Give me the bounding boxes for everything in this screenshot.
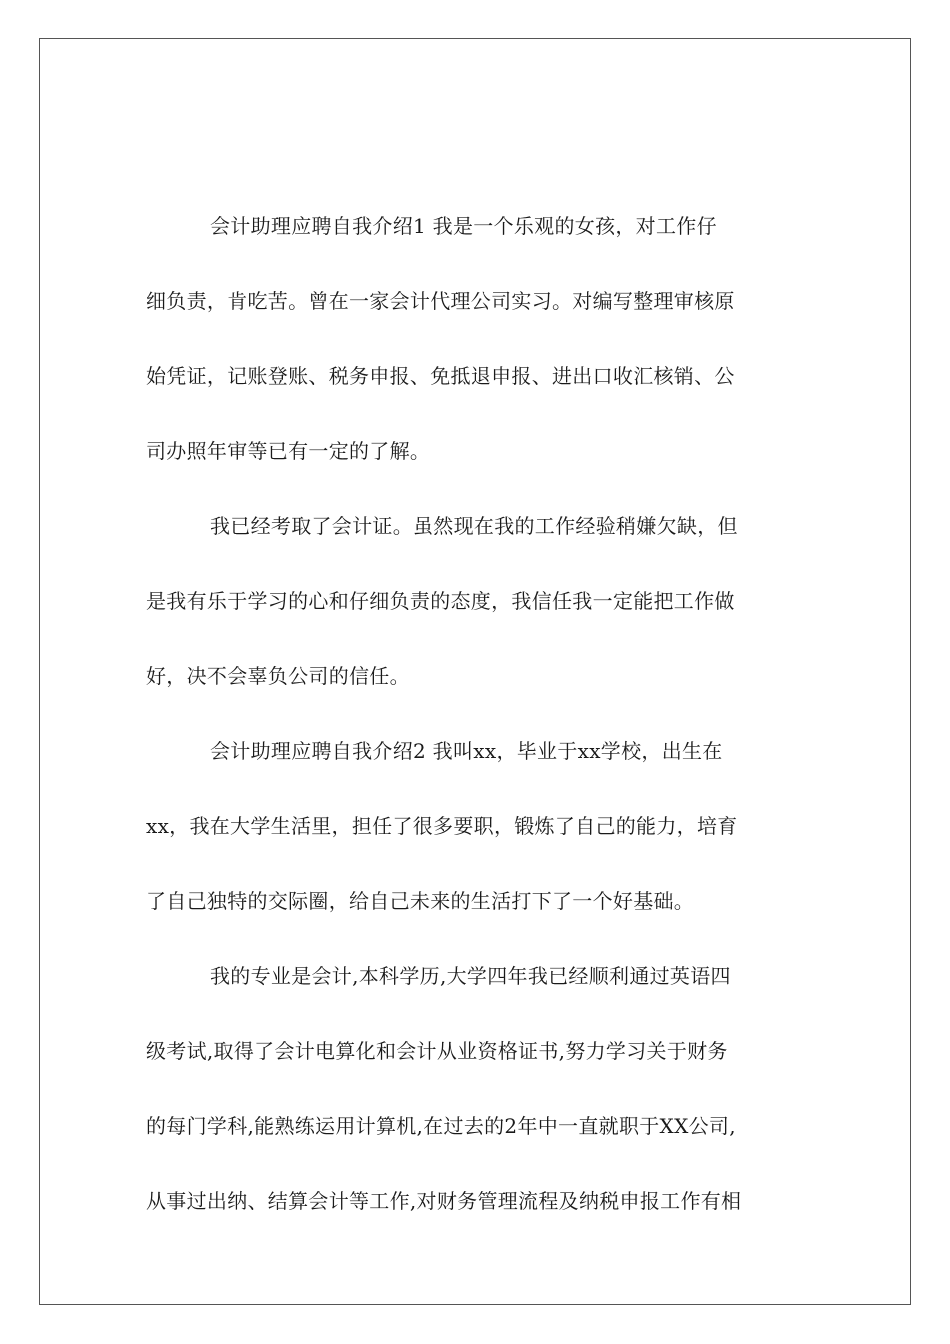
paragraph-1-line-4: 司办照年审等已有一定的了解。 bbox=[146, 439, 431, 463]
paragraph-1-line-1: 会计助理应聘自我介绍1 我是一个乐观的女孩，对工作仔 bbox=[210, 214, 717, 238]
paragraph-4-line-3: 的每门学科,能熟练运用计算机,在过去的2年中一直就职于XX公司, bbox=[146, 1114, 736, 1138]
paragraph-4-line-2: 级考试,取得了会计电算化和会计从业资格证书,努力学习关于财务 bbox=[146, 1039, 728, 1063]
paragraph-1-line-3: 始凭证，记账登账、税务申报、免抵退申报、进出口收汇核销、公 bbox=[146, 364, 735, 388]
paragraph-3-line-3: 了自己独特的交际圈，给自己未来的生活打下了一个好基础。 bbox=[146, 889, 695, 913]
paragraph-4-line-4: 从事过出纳、结算会计等工作,对财务管理流程及纳税申报工作有相 bbox=[146, 1189, 742, 1213]
paragraph-3-line-1: 会计助理应聘自我介绍2 我叫xx，毕业于xx学校，出生在 bbox=[210, 739, 723, 763]
paragraph-2-line-2: 是我有乐于学习的心和仔细负责的态度，我信任我一定能把工作做 bbox=[146, 589, 735, 613]
paragraph-4-line-1: 我的专业是会计,本科学历,大学四年我已经顺利通过英语四 bbox=[210, 964, 731, 988]
paragraph-2-line-1: 我已经考取了会计证。虽然现在我的工作经验稍嫌欠缺，但 bbox=[210, 514, 738, 538]
paragraph-3-line-2: xx，我在大学生活里，担任了很多要职，锻炼了自己的能力，培育 bbox=[146, 814, 738, 838]
paragraph-2-line-3: 好，决不会辜负公司的信任。 bbox=[146, 664, 410, 688]
paragraph-1-line-2: 细负责，肯吃苦。曾在一家会计代理公司实习。对编写整理审核原 bbox=[146, 289, 735, 313]
